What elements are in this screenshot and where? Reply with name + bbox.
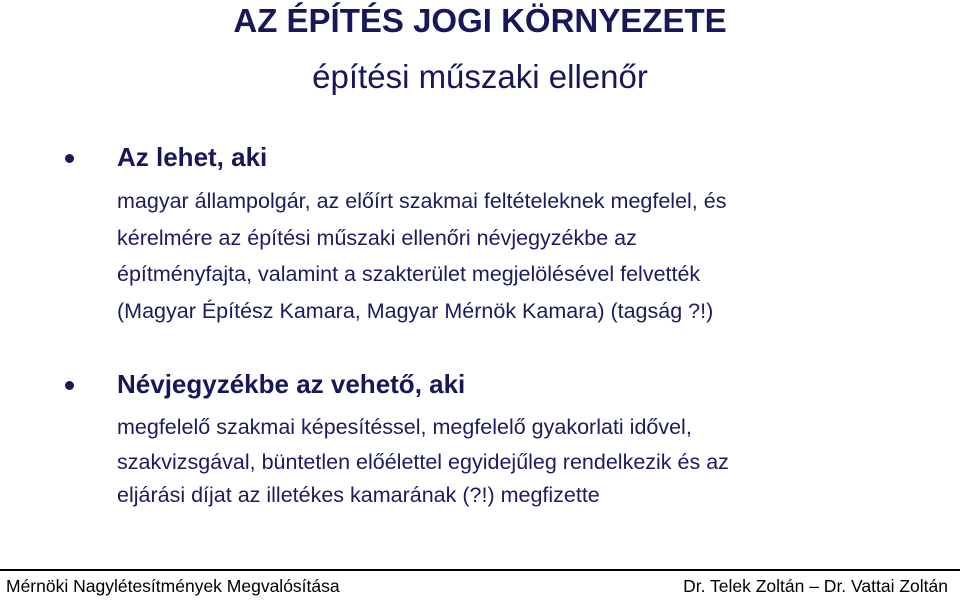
section-heading: Névjegyzékbe az vehető, aki xyxy=(117,369,466,399)
body-line: szakvizsgával, büntetlen előélettel egyidejűleg rendelkezik és az xyxy=(117,450,729,474)
footer-course-title: Mérnöki Nagylétesítmények Megvalósítása xyxy=(6,576,340,596)
body-line: megfelelő szakmai képesítéssel, megfelelő gyakorlati idővel, xyxy=(117,415,692,439)
section-heading: Az lehet, aki xyxy=(117,142,268,172)
bullet-icon xyxy=(65,154,74,163)
bullet-icon xyxy=(65,381,74,390)
body-line: kérelmére az építési műszaki ellenőri névjegyzékbe az xyxy=(117,226,637,250)
footer-authors: Dr. Telek Zoltán – Dr. Vattai Zoltán xyxy=(683,576,948,596)
footer-divider xyxy=(0,569,960,571)
body-line: építményfajta, valamint a szakterület megjelölésével felvették xyxy=(117,262,701,286)
slide-title: AZ ÉPÍTÉS JOGI KÖRNYEZETE xyxy=(233,2,727,39)
body-line: eljárási díjat az illetékes kamarának (?!) megfizette xyxy=(117,483,600,507)
slide-subtitle: építési műszaki ellenőr xyxy=(312,58,648,95)
body-line: magyar állampolgár, az előírt szakmai feltételeknek megfelel, és xyxy=(117,189,727,213)
body-line: (Magyar Építész Kamara, Magyar Mérnök Kamara) (tagság ?!) xyxy=(117,299,714,323)
